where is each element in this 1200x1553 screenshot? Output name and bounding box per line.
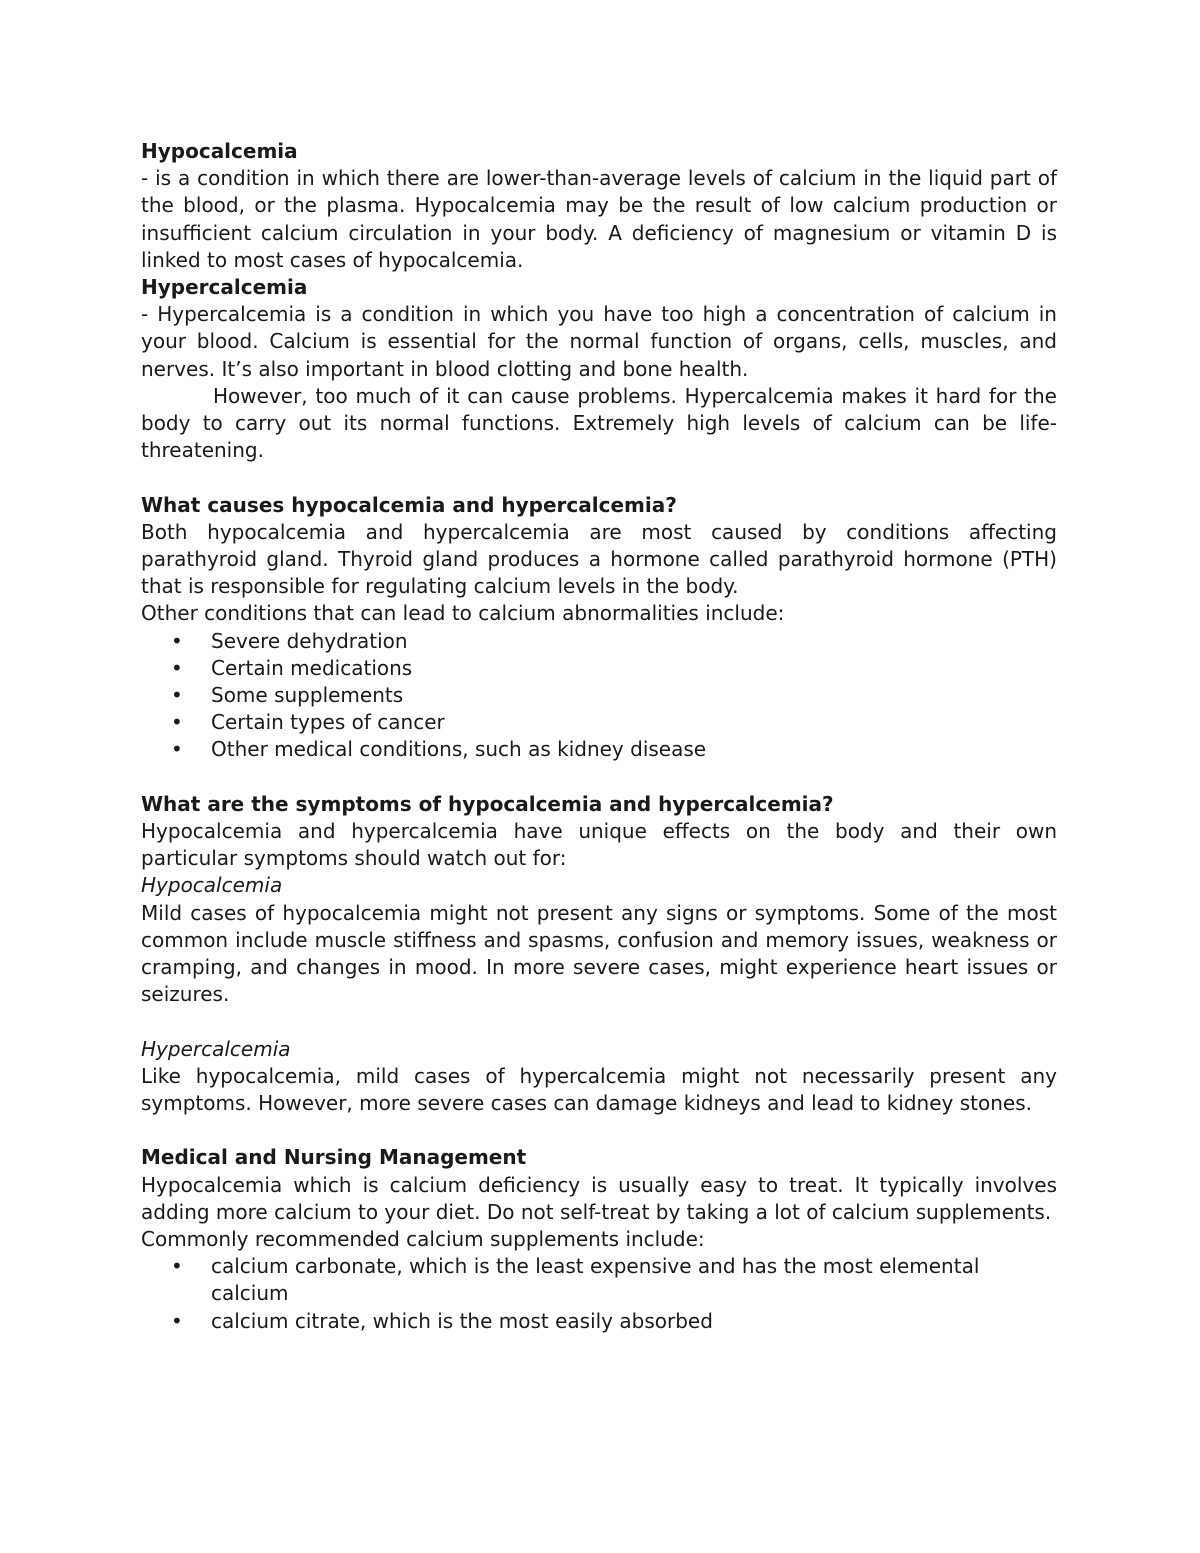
management-heading: Medical and Nursing Management bbox=[141, 1145, 527, 1170]
document-page bbox=[141, 138, 1057, 1335]
list-item: • Severe dehydration bbox=[141, 628, 1057, 655]
symptoms-intro: Hypocalcemia and hypercalcemia have unique effects on the body and their own particular symptoms should watch out for: bbox=[141, 819, 1057, 871]
hypercalcemia-definition: - Hypercalcemia is a condition in which you have too high a concentration of calcium in your blood. Calcium is essential for the normal function of organs, cells, muscles, and nerves. It’s also important in blood clotting and bone health. bbox=[141, 302, 1057, 381]
causes-list bbox=[141, 628, 1057, 764]
causes-heading: What causes hypocalcemia and hypercalcemia? bbox=[141, 492, 677, 517]
bullet-icon: • bbox=[171, 1308, 183, 1333]
hypocalcemia-definition: - is a condition in which there are lower-than-average levels of calcium in the liquid part of the blood, or the plasma. Hypocalcemia may be the result of low calcium production or insufficient calcium circulation in your body. A deficiency of magnesium or vitamin D is linked to most cases of hypocalcemia. bbox=[141, 166, 1057, 272]
supplements-list bbox=[141, 1253, 1057, 1335]
spacer bbox=[141, 764, 1057, 791]
bullet-icon: • bbox=[171, 1254, 183, 1279]
bullet-icon: • bbox=[171, 655, 183, 680]
list-item: • Certain types of cancer bbox=[141, 709, 1057, 736]
spacer bbox=[141, 1117, 1057, 1144]
management-paragraph: Hypocalcemia which is calcium deficiency is usually easy to treat. It typically involves adding more calcium to your diet. Do not self-treat by taking a lot of calcium supplements. bbox=[141, 1172, 1057, 1224]
bullet-icon: • bbox=[171, 628, 183, 653]
spacer bbox=[141, 1008, 1057, 1035]
spacer bbox=[141, 464, 1057, 491]
hypocalcemia-heading: Hypocalcemia bbox=[141, 139, 298, 163]
management-list-intro: Commonly recommended calcium supplements include: bbox=[141, 1227, 705, 1252]
causes-list-intro: Other conditions that can lead to calcium abnormalities include: bbox=[141, 601, 785, 626]
symptoms-hypocalcemia-text: Mild cases of hypocalcemia might not present any signs or symptoms. Some of the most common include muscle stiffness and spasms, confusion and memory issues, weakness or cramping, and changes in mood. In more severe cases, might experience heart issues or seizures. bbox=[141, 900, 1057, 1007]
symptoms-hypercalcemia-label: Hypercalcemia bbox=[141, 1036, 291, 1061]
bullet-icon: • bbox=[171, 710, 183, 735]
symptoms-heading: What are the symptoms of hypocalcemia and hypercalcemia? bbox=[141, 791, 834, 816]
causes-paragraph: Both hypocalcemia and hypercalcemia are most caused by conditions affecting parathyroid gland. Thyroid gland produces a hormone called parathyroid hormone (PTH) that is responsible for regulating calcium levels in the body. bbox=[141, 519, 1057, 599]
list-item: • calcium citrate, which is the most easily absorbed bbox=[141, 1308, 1057, 1335]
bullet-icon: • bbox=[171, 683, 183, 708]
list-item: • calcium carbonate, which is the least expensive and has the most elemental calcium bbox=[171, 1254, 980, 1306]
list-item: • Some supplements bbox=[141, 682, 1057, 709]
list-item: • Certain medications bbox=[141, 655, 1057, 682]
hypercalcemia-heading: Hypercalcemia bbox=[141, 275, 308, 300]
list-item: • Other medical conditions, such as kidney disease bbox=[141, 736, 1057, 763]
symptoms-hypocalcemia-label: Hypocalcemia bbox=[141, 873, 283, 898]
hypercalcemia-problems: However, too much of it can cause problems. Hypercalcemia makes it hard for the body to carry out its normal functions. Extremely high levels of calcium can be life-threatening. bbox=[141, 383, 1057, 463]
symptoms-hypercalcemia-text: Like hypocalcemia, mild cases of hypercalcemia might not necessarily present any symptoms. However, more severe cases can damage kidneys and lead to kidney stones. bbox=[141, 1063, 1057, 1116]
bullet-icon: • bbox=[171, 737, 183, 762]
